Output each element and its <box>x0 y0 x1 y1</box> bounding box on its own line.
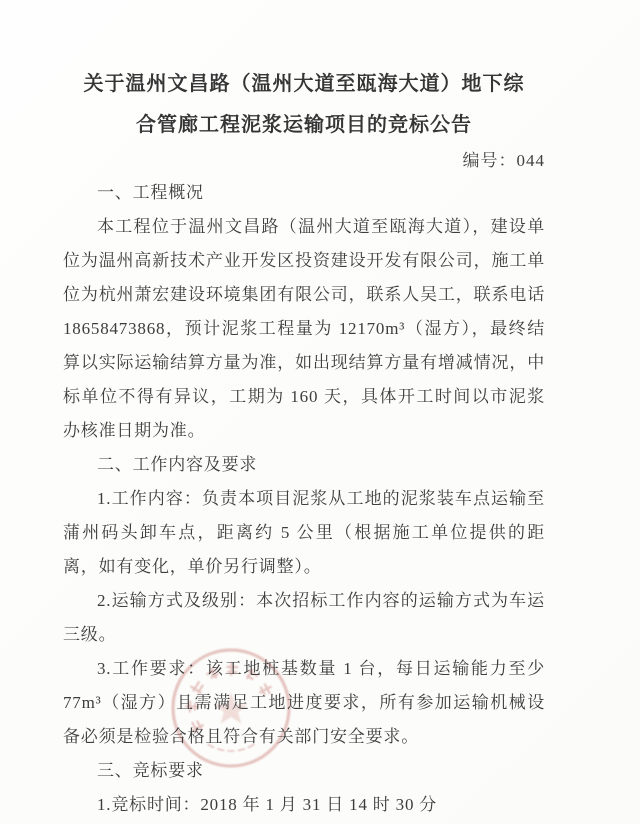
doc-number-value: 044 <box>516 151 545 170</box>
paragraph-scope-3: 3.工作要求：该工地桩基数量 1 台，每日运输能力至少 77m³（湿方）且需满足工地进度要求，所有参加运输机械设备必须是检验合格且符合有关部门安全要求。 <box>63 659 545 746</box>
paragraph-scope-1: 1.工作内容：负责本项目泥浆从工地的泥浆装车点运输至蒲州码头卸车点，距离约 5 公里（根据施工单位提供的距离，如有变化，单价另行调整）。 <box>63 489 545 576</box>
doc-number-label: 编号： <box>462 151 517 170</box>
section-heading-bidding: 三、竞标要求 <box>97 761 204 780</box>
section-heading-overview: 一、工程概况 <box>97 183 204 202</box>
paragraph-overview: 本工程位于温州文昌路（温州大道至瓯海大道），建设单位为温州高新技术产业开发区投资建设开发有限公司，施工单位为杭州萧宏建设环境集团有限公司，联系人吴工，联系电话 18658473868，预计泥浆工程量为 12170m³（湿方），最终结算以实际运输结算方量为准，如出现结算方量有增减情况，中标单位不得有异议，工期为 160 天，具体开工时间以市泥浆办核准日期为准。 <box>63 217 545 440</box>
document-text <box>63 176 545 822</box>
paragraph-scope-2: 2.运输方式及级别：本次招标工作内容的运输方式为车运三级。 <box>63 591 545 644</box>
paragraph-bidding-1: 1.竞标时间：2018 年 1 月 31 日 14 时 30 分 <box>97 795 438 814</box>
page-title: 关于温州文昌路（温州大道至瓯海大道）地下综合管廊工程泥浆运输项目的竞标公告 <box>83 73 525 136</box>
doc-number <box>63 146 545 176</box>
section-heading-scope: 二、工作内容及要求 <box>97 455 258 474</box>
